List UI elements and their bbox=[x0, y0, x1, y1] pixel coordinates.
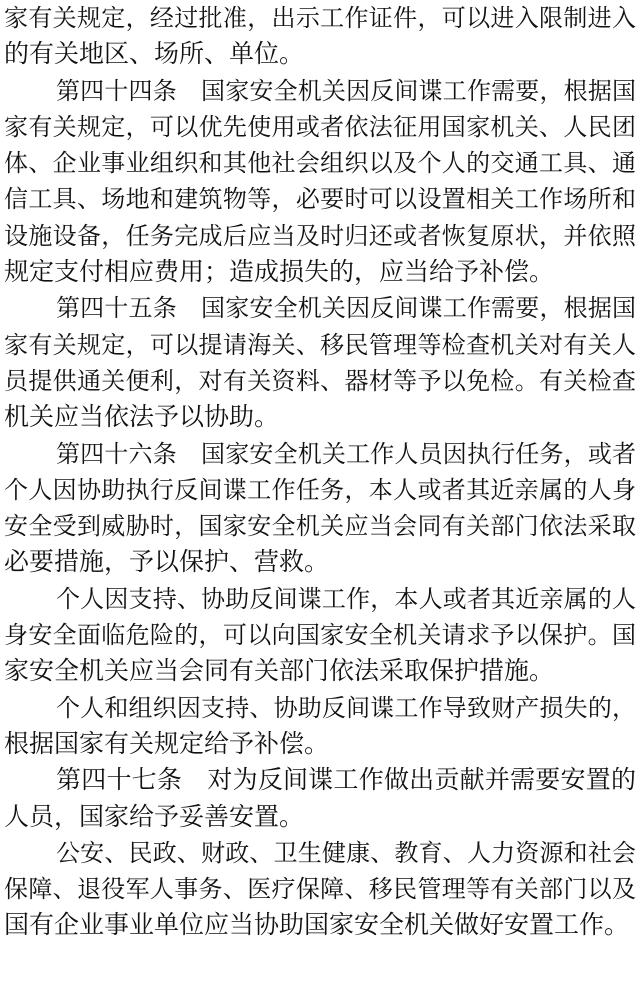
text-line: 的有关地区、场所、单位。 bbox=[4, 39, 305, 69]
text-line: 员提供通关便利，对有关资料、器材等予以免检。有关检查 bbox=[4, 366, 636, 395]
text-line: 国有企业事业单位应当协助国家安全机关做好安置工作。 bbox=[4, 910, 630, 940]
text-line: 安全受到威胁时，国家安全机关应当会同有关部门依法采取 bbox=[4, 512, 636, 541]
text-line: 第四十六条 国家安全机关工作人员因执行任务，或者 bbox=[56, 439, 636, 468]
paragraph-article-46 bbox=[4, 436, 636, 581]
paragraph-article-46-clause-2 bbox=[4, 581, 636, 690]
text-line: 第四十七条 对为反间谍工作做出贡献并需要安置的 bbox=[56, 765, 636, 795]
text-line: 身安全面临危险的，可以向国家安全机关请求予以保护。国 bbox=[4, 621, 636, 650]
text-line: 家有关规定，可以提请海关、移民管理等检查机关对有关人 bbox=[4, 330, 636, 359]
text-line: 公安、民政、财政、卫生健康、教育、人力资源和社会 bbox=[56, 838, 636, 867]
document-body bbox=[4, 0, 636, 944]
text-line: 规定支付相应费用；造成损失的，应当给予补偿。 bbox=[4, 257, 555, 287]
text-line: 机关应当依法予以协助。 bbox=[4, 402, 280, 432]
paragraph-article-44 bbox=[4, 73, 636, 291]
text-line: 设施设备，任务完成后应当及时归还或者恢复原状，并依照 bbox=[4, 221, 636, 250]
paragraph-article-45 bbox=[4, 290, 636, 435]
text-line: 体、企业事业组织和其他社会组织以及个人的交通工具、通 bbox=[4, 149, 636, 178]
text-line: 第四十四条 国家安全机关因反间谍工作需要，根据国 bbox=[56, 76, 636, 105]
text-line: 第四十五条 国家安全机关因反间谍工作需要，根据国 bbox=[56, 294, 636, 323]
text-line: 家安全机关应当会同有关部门依法采取保护措施。 bbox=[4, 656, 555, 686]
text-line: 根据国家有关规定给予补偿。 bbox=[4, 728, 330, 758]
paragraph-continuation bbox=[4, 0, 636, 73]
paragraph-article-47-clause-2 bbox=[4, 835, 636, 944]
text-line: 必要措施，予以保护、营救。 bbox=[4, 547, 330, 577]
paragraph-article-47 bbox=[4, 762, 636, 835]
text-line: 家有关规定，可以优先使用或者依法征用国家机关、人民团 bbox=[4, 112, 636, 141]
text-line: 信工具、场地和建筑物等，必要时可以设置相关工作场所和 bbox=[4, 185, 636, 214]
text-line: 个人因协助执行反间谍工作任务，本人或者其近亲属的人身 bbox=[4, 475, 636, 504]
text-line: 个人因支持、协助反间谍工作，本人或者其近亲属的人 bbox=[56, 584, 636, 613]
text-line: 人员，国家给予妥善安置。 bbox=[4, 801, 305, 831]
text-line: 家有关规定，经过批准，出示工作证件，可以进入限制进入 bbox=[4, 4, 636, 32]
text-line: 个人和组织因支持、协助反间谍工作导致财产损失的， bbox=[56, 693, 636, 722]
paragraph-article-46-clause-3 bbox=[4, 690, 636, 763]
text-line: 保障、退役军人事务、医疗保障、移民管理等有关部门以及 bbox=[4, 875, 636, 904]
